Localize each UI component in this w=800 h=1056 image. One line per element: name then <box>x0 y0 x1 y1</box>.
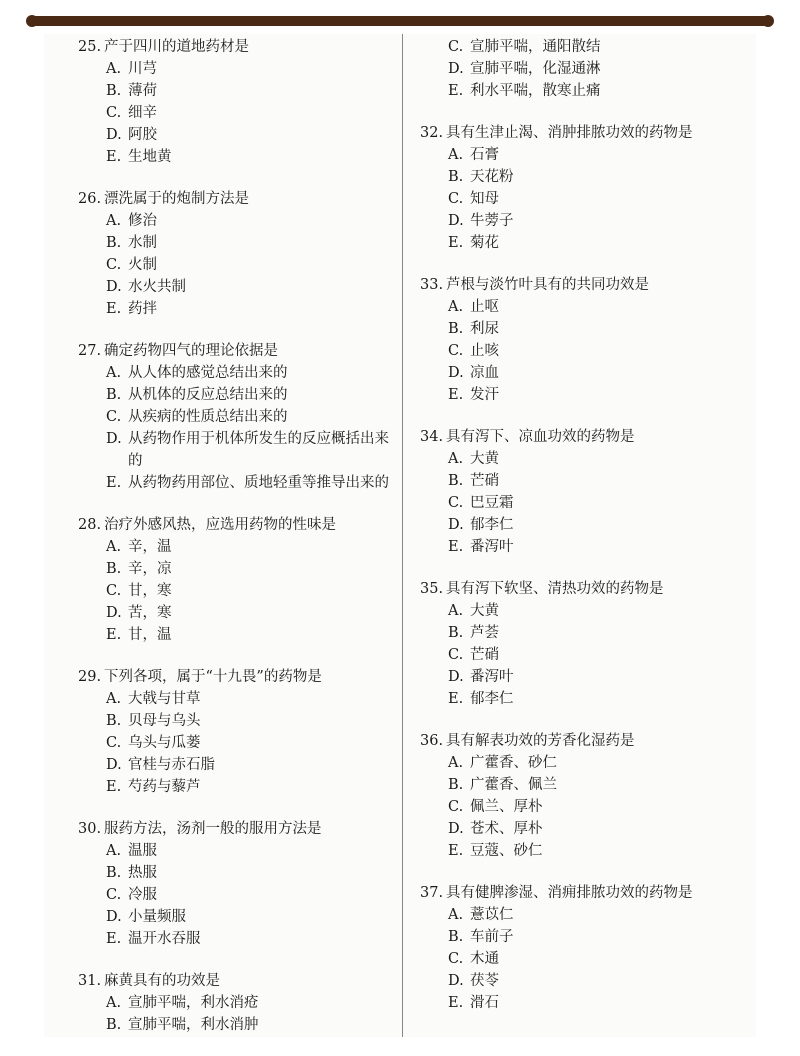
question-text: 麻黄具有的功效是 <box>104 973 220 989</box>
option-letter: C. <box>448 343 464 359</box>
option-letter: D. <box>448 365 464 381</box>
answer-option <box>420 688 738 710</box>
question-stem <box>420 882 738 904</box>
option-letter: A. <box>448 147 464 163</box>
option-letter: C. <box>106 735 122 751</box>
answer-option <box>420 666 738 688</box>
option-letter: B. <box>106 561 122 577</box>
answer-option <box>78 624 396 646</box>
answer-option <box>78 688 396 710</box>
option-text: 甘，温 <box>128 627 172 643</box>
option-letter: E. <box>448 691 464 707</box>
option-letter: D. <box>448 517 464 533</box>
question-stem <box>78 818 396 840</box>
option-letter: A. <box>448 603 464 619</box>
answer-option <box>420 470 738 492</box>
option-list <box>78 362 396 494</box>
option-letter: A. <box>106 843 122 859</box>
option-text: 修治 <box>128 213 157 229</box>
option-letter: C. <box>106 257 122 273</box>
question-stem <box>420 730 738 752</box>
answer-option <box>78 992 396 1014</box>
answer-option <box>78 80 396 102</box>
answer-option <box>420 904 738 926</box>
option-text: 水制 <box>128 235 157 251</box>
answer-option <box>420 840 738 862</box>
question <box>78 818 396 950</box>
option-text: 发汗 <box>470 387 499 403</box>
question-text: 漂洗属于的炮制方法是 <box>104 191 249 207</box>
answer-option <box>420 318 738 340</box>
option-letter: E. <box>448 843 464 859</box>
question-number: 28. <box>78 517 102 533</box>
option-text: 止呕 <box>470 299 499 315</box>
question-number: 35. <box>420 581 444 597</box>
option-letter: A. <box>106 365 122 381</box>
option-text: 芒硝 <box>470 473 499 489</box>
option-letter: D. <box>448 669 464 685</box>
question-text: 确定药物四气的理论依据是 <box>104 343 278 359</box>
option-text: 郁李仁 <box>470 517 514 533</box>
option-letter: E. <box>106 627 122 643</box>
answer-option <box>78 732 396 754</box>
answer-option <box>420 514 738 536</box>
option-letter: D. <box>106 605 122 621</box>
option-letter: C. <box>448 799 464 815</box>
option-text: 冷服 <box>128 887 157 903</box>
question-stem <box>78 970 396 992</box>
header-ornament-right <box>762 15 774 27</box>
option-letter: A. <box>448 299 464 315</box>
answer-option <box>420 600 738 622</box>
question <box>420 274 738 406</box>
question-number: 37. <box>420 885 444 901</box>
question-number: 27. <box>78 343 102 359</box>
option-list <box>78 536 396 646</box>
answer-option <box>78 298 396 320</box>
question-number: 34. <box>420 429 444 445</box>
question-number: 29. <box>78 669 102 685</box>
answer-option <box>78 558 396 580</box>
option-letter: E. <box>448 995 464 1011</box>
option-letter: A. <box>448 451 464 467</box>
answer-option <box>78 124 396 146</box>
option-text: 宣肺平喘，利水消肿 <box>128 1017 259 1033</box>
option-letter: C. <box>106 105 122 121</box>
option-text: 宣肺平喘，利水消疮 <box>128 995 259 1011</box>
answer-option <box>420 492 738 514</box>
answer-option <box>78 754 396 776</box>
option-letter: E. <box>106 779 122 795</box>
option-letter: D. <box>448 821 464 837</box>
option-text: 车前子 <box>470 929 514 945</box>
answer-option <box>420 926 738 948</box>
option-text: 药拌 <box>128 301 157 317</box>
option-text: 芍药与藜芦 <box>128 779 201 795</box>
question-number: 30. <box>78 821 102 837</box>
question-text: 服药方法，汤剂一般的服用方法是 <box>104 821 322 837</box>
option-letter: B. <box>448 473 464 489</box>
option-letter: A. <box>106 539 122 555</box>
option-list <box>420 600 738 710</box>
answer-option <box>78 210 396 232</box>
answer-option <box>78 146 396 168</box>
answer-option <box>420 36 738 58</box>
option-list <box>420 448 738 558</box>
option-text: 止咳 <box>470 343 499 359</box>
option-text: 贝母与乌头 <box>128 713 201 729</box>
question <box>420 730 738 862</box>
option-letter: A. <box>106 995 122 1011</box>
answer-option <box>78 102 396 124</box>
option-text: 苍术、厚朴 <box>470 821 543 837</box>
option-text: 佩兰、厚朴 <box>470 799 543 815</box>
option-letter: D. <box>106 757 122 773</box>
question-stem <box>420 274 738 296</box>
question-number: 32. <box>420 125 444 141</box>
answer-option <box>420 448 738 470</box>
option-list <box>420 36 738 102</box>
answer-option <box>420 622 738 644</box>
option-text: 辛，温 <box>128 539 172 555</box>
option-letter: C. <box>448 191 464 207</box>
answer-option <box>420 188 738 210</box>
question-stem <box>78 340 396 362</box>
option-text: 天花粉 <box>470 169 514 185</box>
option-letter: B. <box>106 865 122 881</box>
question-stem <box>78 36 396 58</box>
option-text: 从人体的感觉总结出来的 <box>128 365 288 381</box>
option-text: 芦荟 <box>470 625 499 641</box>
question-text: 芦根与淡竹叶具有的共同功效是 <box>446 277 649 293</box>
option-text: 豆蔻、砂仁 <box>470 843 543 859</box>
option-text: 水火共制 <box>128 279 186 295</box>
right-column <box>420 36 738 1034</box>
question-text: 具有生津止渴、消肿排脓功效的药物是 <box>446 125 693 141</box>
option-list <box>78 688 396 798</box>
question-stem <box>420 122 738 144</box>
option-text: 利水平喘，散寒止痛 <box>470 83 601 99</box>
option-text: 辛，凉 <box>128 561 172 577</box>
answer-option <box>78 276 396 298</box>
answer-option <box>78 58 396 80</box>
option-text: 从药物药用部位、质地轻重等推导出来的 <box>128 475 389 491</box>
question-stem <box>78 666 396 688</box>
answer-option <box>420 970 738 992</box>
option-text: 郁李仁 <box>470 691 514 707</box>
option-letter: E. <box>448 83 464 99</box>
answer-option <box>78 710 396 732</box>
option-text: 宣肺平喘，化湿通淋 <box>470 61 601 77</box>
option-letter: A. <box>448 755 464 771</box>
option-letter: D. <box>448 213 464 229</box>
option-letter: B. <box>448 625 464 641</box>
question <box>420 578 738 710</box>
option-text: 凉血 <box>470 365 499 381</box>
option-text: 细辛 <box>128 105 157 121</box>
answer-option <box>78 776 396 798</box>
option-text: 从药物作用于机体所发生的反应概括出来的 <box>128 431 389 469</box>
question <box>78 36 396 168</box>
option-text: 乌头与瓜蒌 <box>128 735 201 751</box>
question <box>78 666 396 798</box>
option-text: 苦，寒 <box>128 605 172 621</box>
question <box>78 514 396 646</box>
option-text: 官桂与赤石脂 <box>128 757 215 773</box>
option-letter: C. <box>448 495 464 511</box>
option-text: 大黄 <box>470 451 499 467</box>
option-letter: B. <box>448 169 464 185</box>
answer-option <box>420 774 738 796</box>
option-text: 菊花 <box>470 235 499 251</box>
answer-option <box>420 58 738 80</box>
answer-option <box>420 144 738 166</box>
answer-option <box>420 362 738 384</box>
answer-option <box>78 536 396 558</box>
question-continuation <box>420 36 738 102</box>
option-letter: D. <box>448 61 464 77</box>
option-list <box>420 904 738 1014</box>
question-text: 具有解表功效的芳香化湿药是 <box>446 733 635 749</box>
answer-option <box>420 948 738 970</box>
question-number: 31. <box>78 973 102 989</box>
answer-option <box>420 340 738 362</box>
column-divider <box>402 34 403 1037</box>
answer-option <box>420 796 738 818</box>
option-text: 牛蒡子 <box>470 213 514 229</box>
answer-option <box>420 384 738 406</box>
option-letter: E. <box>106 475 122 491</box>
question-text: 具有泻下、凉血功效的药物是 <box>446 429 635 445</box>
option-text: 薏苡仁 <box>470 907 514 923</box>
answer-option <box>78 472 396 494</box>
option-letter: C. <box>448 647 464 663</box>
option-letter: C. <box>448 39 464 55</box>
answer-option <box>78 580 396 602</box>
question-number: 36. <box>420 733 444 749</box>
option-list <box>78 210 396 320</box>
option-letter: E. <box>448 539 464 555</box>
option-text: 广藿香、佩兰 <box>470 777 557 793</box>
option-text: 大黄 <box>470 603 499 619</box>
option-text: 甘，寒 <box>128 583 172 599</box>
option-letter: D. <box>106 431 122 447</box>
option-letter: A. <box>448 907 464 923</box>
option-letter: B. <box>106 1017 122 1033</box>
answer-option <box>78 232 396 254</box>
question-stem <box>420 426 738 448</box>
answer-option <box>420 210 738 232</box>
option-text: 宣肺平喘，通阳散结 <box>470 39 601 55</box>
answer-option <box>78 840 396 862</box>
option-text: 温开水吞服 <box>128 931 201 947</box>
question <box>78 188 396 320</box>
question-stem <box>78 188 396 210</box>
option-text: 温服 <box>128 843 157 859</box>
answer-option <box>420 644 738 666</box>
question <box>78 340 396 494</box>
question-number: 33. <box>420 277 444 293</box>
option-letter: B. <box>106 387 122 403</box>
option-letter: C. <box>106 583 122 599</box>
option-letter: E. <box>106 931 122 947</box>
question-text: 下列各项，属于“十九畏”的药物是 <box>104 669 322 685</box>
answer-option <box>78 362 396 384</box>
question-text: 产于四川的道地药材是 <box>104 39 249 55</box>
option-letter: B. <box>106 713 122 729</box>
option-letter: C. <box>106 887 122 903</box>
answer-option <box>420 752 738 774</box>
option-list <box>78 58 396 168</box>
option-text: 小量频服 <box>128 909 186 925</box>
option-letter: E. <box>448 387 464 403</box>
option-letter: B. <box>106 83 122 99</box>
question <box>420 122 738 254</box>
option-text: 生地黄 <box>128 149 172 165</box>
option-text: 木通 <box>470 951 499 967</box>
left-column <box>78 36 396 1056</box>
option-text: 滑石 <box>470 995 499 1011</box>
option-list <box>78 840 396 950</box>
option-letter: D. <box>106 127 122 143</box>
answer-option <box>420 992 738 1014</box>
option-letter: A. <box>106 691 122 707</box>
answer-option <box>78 406 396 428</box>
option-text: 大戟与甘草 <box>128 691 201 707</box>
answer-option <box>420 232 738 254</box>
question-stem <box>78 514 396 536</box>
option-list <box>420 144 738 254</box>
answer-option <box>78 928 396 950</box>
option-text: 巴豆霜 <box>470 495 514 511</box>
option-letter: C. <box>106 409 122 425</box>
option-list <box>420 752 738 862</box>
question <box>78 970 396 1036</box>
option-letter: C. <box>448 951 464 967</box>
question-text: 治疗外感风热，应选用药物的性味是 <box>104 517 336 533</box>
option-letter: D. <box>106 279 122 295</box>
option-letter: B. <box>106 235 122 251</box>
option-letter: E. <box>448 235 464 251</box>
option-text: 番泻叶 <box>470 539 514 555</box>
option-text: 番泻叶 <box>470 669 514 685</box>
option-text: 广藿香、砂仁 <box>470 755 557 771</box>
header-band <box>34 16 766 26</box>
option-text: 川芎 <box>128 61 157 77</box>
header-ornament-left <box>26 15 38 27</box>
header-bar <box>0 0 800 34</box>
question-number: 26. <box>78 191 102 207</box>
question <box>420 882 738 1014</box>
option-letter: A. <box>106 213 122 229</box>
question-number: 25. <box>78 39 102 55</box>
question-stem <box>420 578 738 600</box>
answer-option <box>78 906 396 928</box>
answer-option <box>78 384 396 406</box>
answer-option <box>78 428 396 472</box>
answer-option <box>78 254 396 276</box>
option-letter: B. <box>448 321 464 337</box>
answer-option <box>420 166 738 188</box>
answer-option <box>420 818 738 840</box>
option-text: 利尿 <box>470 321 499 337</box>
answer-option <box>78 602 396 624</box>
option-letter: B. <box>448 929 464 945</box>
option-text: 芒硝 <box>470 647 499 663</box>
option-letter: E. <box>106 301 122 317</box>
option-text: 阿胶 <box>128 127 157 143</box>
option-text: 从机体的反应总结出来的 <box>128 387 288 403</box>
option-text: 热服 <box>128 865 157 881</box>
option-list <box>420 296 738 406</box>
option-text: 茯苓 <box>470 973 499 989</box>
option-text: 石膏 <box>470 147 499 163</box>
answer-option <box>420 296 738 318</box>
option-letter: B. <box>448 777 464 793</box>
option-list <box>78 992 396 1036</box>
option-letter: D. <box>448 973 464 989</box>
answer-option <box>420 536 738 558</box>
option-text: 知母 <box>470 191 499 207</box>
option-letter: A. <box>106 61 122 77</box>
answer-option <box>78 1014 396 1036</box>
option-text: 薄荷 <box>128 83 157 99</box>
option-letter: D. <box>106 909 122 925</box>
option-text: 从疾病的性质总结出来的 <box>128 409 288 425</box>
answer-option <box>78 862 396 884</box>
answer-option <box>78 884 396 906</box>
option-letter: E. <box>106 149 122 165</box>
question-text: 具有泻下软坚、清热功效的药物是 <box>446 581 664 597</box>
question-text: 具有健脾渗湿、消痈排脓功效的药物是 <box>446 885 693 901</box>
option-text: 火制 <box>128 257 157 273</box>
question <box>420 426 738 558</box>
answer-option <box>420 80 738 102</box>
